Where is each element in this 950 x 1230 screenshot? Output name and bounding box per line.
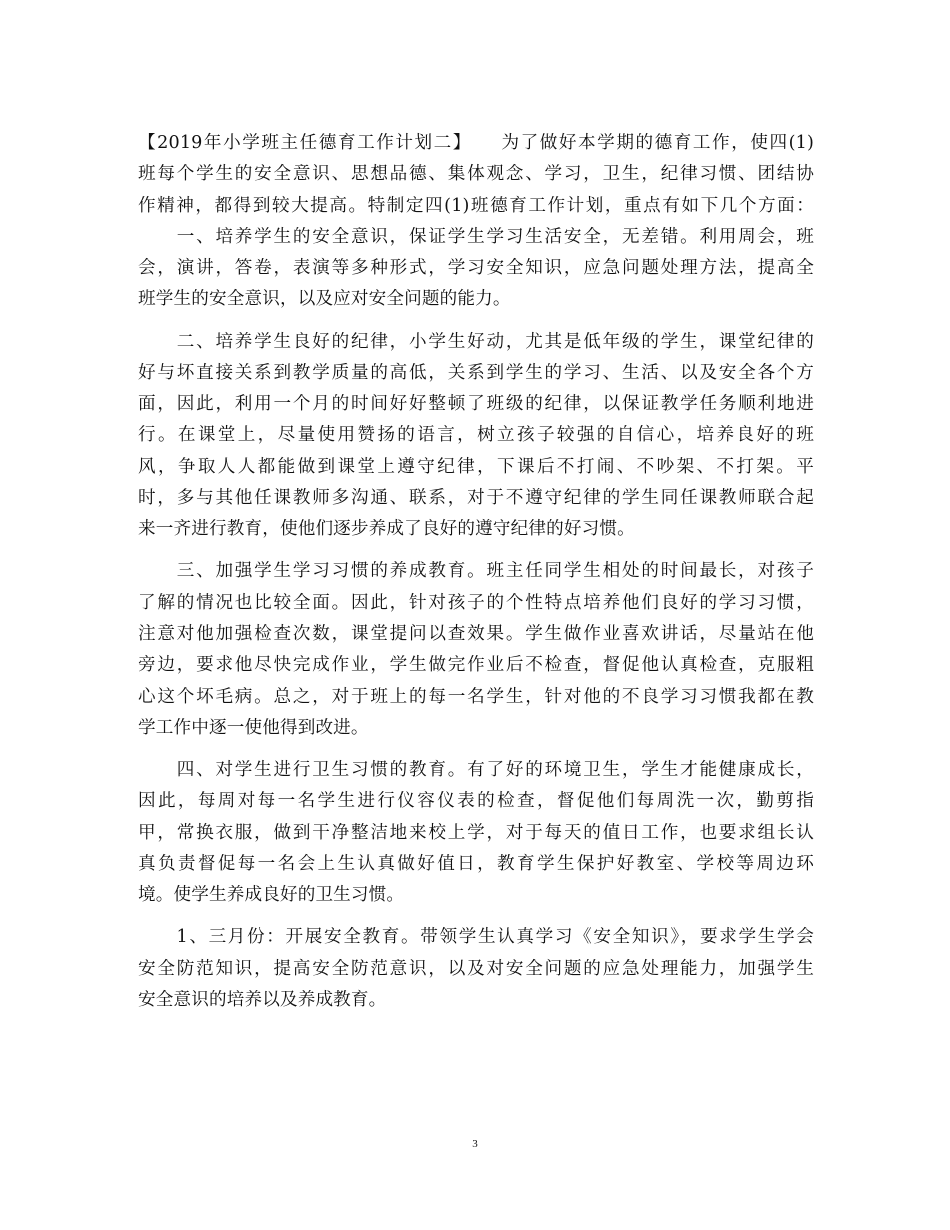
text-line: 三、加强学生学习习惯的养成教育。班主任同学生相处的时间最长，对孩子 bbox=[138, 561, 814, 582]
document-body bbox=[138, 128, 814, 1016]
text-line: 境。使学生养成良好的卫生习惯。 bbox=[138, 885, 405, 906]
text-line: 来一齐进行教育，使他们逐步养成了良好的遵守纪律的好习惯。 bbox=[138, 519, 635, 540]
text-line: 一、培养学生的安全意识，保证学生学习生活安全，无差错。利用周会，班 bbox=[138, 226, 814, 247]
paragraph-march-plan bbox=[138, 922, 814, 1016]
paragraph-safety-awareness bbox=[138, 222, 814, 316]
text-line: 班学生的安全意识，以及应对安全问题的能力。 bbox=[138, 289, 511, 310]
text-line: 风，争取人人都能做到课堂上遵守纪律，下课后不打闹、不吵架、不打架。平 bbox=[138, 456, 814, 477]
page-number: 3 bbox=[472, 1138, 478, 1150]
text-line: 因此，每周对每一名学生进行仪容仪表的检查，督促他们每周洗一次，勤剪指 bbox=[138, 791, 814, 812]
text-line: 注意对他加强检查次数，课堂提问以查效果。学生做作业喜欢讲话，尽量站在他 bbox=[138, 624, 814, 645]
text-line: 旁边，要求他尽快完成作业，学生做完作业后不检查，督促他认真检查，克服粗 bbox=[138, 655, 814, 676]
text-line: 甲，常换衣服，做到干净整洁地来校上学，对于每天的值日工作，也要求组长认 bbox=[138, 822, 814, 843]
text-line: 安全防范知识，提高安全防范意识，以及对安全问题的应急处理能力，加强学生 bbox=[138, 958, 814, 979]
text-line: 安全意识的培养以及养成教育。 bbox=[138, 989, 387, 1010]
text-line: 二、培养学生良好的纪律，小学生好动，尤其是低年级的学生，课堂纪律的 bbox=[138, 331, 814, 352]
text-line: 班每个学生的安全意识、思想品德、集体观念、学习，卫生，纪律习惯、团结协 bbox=[138, 164, 814, 185]
text-line: 心这个坏毛病。总之，对于班上的每一名学生，针对他的不良学习习惯我都在教 bbox=[138, 686, 814, 707]
text-line: 了解的情况也比较全面。因此，针对孩子的个性特点培养他们良好的学习习惯， bbox=[138, 592, 814, 613]
paragraph-intro bbox=[138, 128, 814, 222]
text-line: 四、对学生进行卫生习惯的教育。有了好的环境卫生，学生才能健康成长， bbox=[138, 760, 814, 781]
text-line: 1、三月份：开展安全教育。带领学生认真学习《安全知识》，要求学生学会 bbox=[138, 927, 814, 948]
text-line: 行。在课堂上，尽量使用赞扬的语言，树立孩子较强的自信心，培养良好的班 bbox=[138, 425, 814, 446]
text-line: 时，多与其他任课教师多沟通、联系，对于不遵守纪律的学生同任课教师联合起 bbox=[138, 488, 814, 509]
text-line: 作精神，都得到较大提高。特制定四(1)班德育工作计划，重点有如下几个方面： bbox=[138, 195, 814, 216]
text-line: 会，演讲，答卷，表演等多种形式，学习安全知识，应急问题处理方法，提高全 bbox=[138, 258, 814, 279]
text-line: 学工作中逐一使他得到改进。 bbox=[138, 717, 369, 738]
text-line: 真负责督促每一名会上生认真做好值日，教育学生保护好教室、学校等周边环 bbox=[138, 853, 814, 874]
text-line: 好与坏直接关系到教学质量的高低，关系到学生的学习、生活、以及安全各个方 bbox=[138, 362, 814, 383]
paragraph-hygiene bbox=[138, 755, 814, 911]
paragraph-study-habits bbox=[138, 556, 814, 744]
text-line: 面，因此，利用一个月的时间好好整顿了班级的纪律，以保证教学任务顺利地进 bbox=[138, 394, 814, 415]
text-line: 【2019年小学班主任德育工作计划二】 为了做好本学期的德育工作，使四(1) bbox=[138, 133, 814, 153]
paragraph-discipline bbox=[138, 327, 814, 546]
